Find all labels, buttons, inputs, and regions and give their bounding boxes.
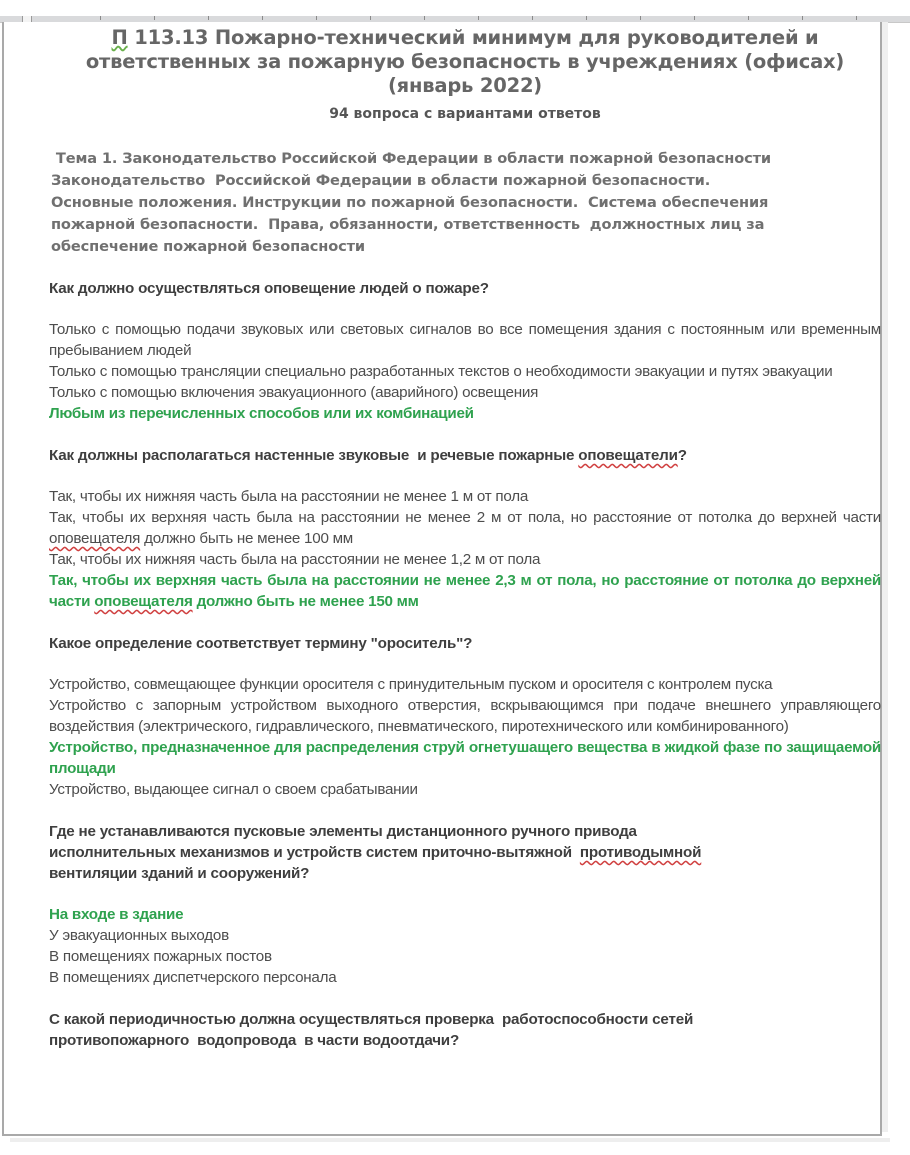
option-text-part: должно быть не менее 100 мм (140, 530, 353, 547)
answer-option: В помещениях пожарных постов (49, 948, 272, 965)
topic-line: Тема 1. Законодательство Российской Федерации в области пожарной безопасности (51, 150, 771, 167)
question-block (49, 445, 881, 612)
question-line: противопожарного водопровода в части водоотдачи? (49, 1032, 460, 1049)
question-line: вентиляции зданий и сооружений? (49, 865, 310, 882)
document-page[interactable] (2, 22, 882, 1136)
page-shadow-right (882, 22, 888, 1132)
ruler-tick (532, 16, 533, 20)
answer-option (49, 507, 881, 549)
ruler-tick (424, 16, 425, 20)
ruler-tick (856, 16, 857, 20)
answer-option: Только с помощью подачи звуковых или световых сигналов во все помещения здания с постоянным или временным пребыванием людей (49, 321, 881, 359)
spellcheck-word[interactable]: противодымной (579, 844, 702, 861)
question-text-part: ? (677, 447, 687, 464)
answer-option: Так, чтобы их нижняя часть была на расстоянии не менее 1,2 м от пола (49, 551, 541, 568)
title-line-2: ответственных за пожарную безопасность в учреждениях (офисах) (85, 50, 845, 73)
answer-option: Только с помощью включения эвакуационного (аварийного) освещения (49, 384, 539, 401)
option-text-part: должно быть не менее 150 мм (192, 593, 419, 610)
option-text-part: Так, чтобы их верхняя часть была на расстоянии не менее 2,3 м от пола, но расстояние от потолка до верхней части (49, 572, 881, 610)
ruler-tick (748, 16, 749, 20)
title-line-1: 113.13 Пожарно-технический минимум для руководителей и (134, 26, 819, 49)
ruler-tick (802, 16, 803, 20)
ruler-tick (208, 16, 209, 20)
question-block (49, 633, 881, 800)
question-text: Как должно осуществляться оповещение людей о пожаре? (49, 280, 489, 297)
ruler-tick (640, 16, 641, 20)
ruler-tick (370, 16, 371, 20)
question-line: С какой периодичностью должна осуществляться проверка работоспособности сетей (49, 1011, 694, 1028)
topic-line: Законодательство Российской Федерации в области пожарной безопасности. (51, 172, 711, 189)
answer-option: Устройство, совмещающее функции оросителя с принудительным пуском и оросителя с контролем пуска (49, 676, 773, 693)
question-block (49, 278, 881, 424)
answer-option: В помещениях диспетчерского персонала (49, 969, 337, 986)
ruler-tick (316, 16, 317, 20)
topic-line: Основные положения. Инструкции по пожарной безопасности. Система обеспечения (51, 194, 769, 211)
option-text-part: Так, чтобы их верхняя часть была на расстоянии не менее 2 м от пола, но расстояние от потолка до верхней части (49, 509, 881, 526)
question-text (49, 445, 881, 466)
question-text: Какое определение соответствует термину "ороситель"? (49, 635, 473, 652)
document-title (49, 26, 881, 98)
title-line-3: (январь 2022) (387, 74, 543, 97)
ruler-tick (478, 16, 479, 20)
topic-line: пожарной безопасности. Права, обязанности, ответственность должностных лиц за (51, 216, 765, 233)
answer-option: У эвакуационных выходов (49, 927, 229, 944)
answer-option: Только с помощью трансляции специально разработанных текстов о необходимости эвакуации и путях эвакуации (49, 363, 833, 380)
page-shadow-bottom (10, 1138, 890, 1142)
document-content[interactable] (49, 22, 881, 1051)
question-text (49, 821, 881, 884)
ruler-tick (100, 16, 101, 20)
correct-answer-option: Любым из перечисленных способов или их комбинацией (49, 405, 474, 422)
answer-option: Устройство, выдающее сигнал о своем срабатывании (49, 781, 418, 798)
correct-answer-option: На входе в здание (49, 906, 184, 923)
question-line (49, 842, 881, 863)
question-text-part: Как должны располагаться настенные звуковые и речевые пожарные (49, 447, 579, 464)
question-text-part: исполнительных механизмов и устройств систем приточно-вытяжной (49, 844, 580, 861)
ruler-tick (154, 16, 155, 20)
question-block (49, 1009, 881, 1051)
answer-option: Устройство с запорным устройством выходного отверстия, вскрывающимся при подаче внешнего управляющего воздействия (электрического, гидравлического, пневматического, пиротехнического или комбинированного) (49, 697, 881, 735)
correct-answer-option: Устройство, предназначенное для распределения струй огнетушащего вещества в жидкой фазе по защищаемой площади (49, 739, 881, 777)
question-line: Где не устанавливаются пусковые элементы дистанционного ручного привода (49, 823, 637, 840)
spellcheck-word[interactable]: оповещатели (578, 447, 678, 464)
ruler-tick (694, 16, 695, 20)
ruler-tick (586, 16, 587, 20)
document-subtitle: 94 вопроса с вариантами ответов (329, 106, 601, 122)
spellcheck-word[interactable]: оповещателя (94, 593, 193, 610)
answer-option: Так, чтобы их нижняя часть была на расстоянии не менее 1 м от пола (49, 488, 529, 505)
question-block (49, 821, 881, 988)
ruler-tick (262, 16, 263, 20)
title-prefix: П (111, 26, 128, 49)
spellcheck-word[interactable]: оповещателя (49, 530, 141, 547)
topic-heading (49, 148, 881, 258)
topic-line: обеспечение пожарной безопасности (51, 238, 365, 255)
question-text (49, 1009, 881, 1051)
correct-answer-option (49, 570, 881, 612)
